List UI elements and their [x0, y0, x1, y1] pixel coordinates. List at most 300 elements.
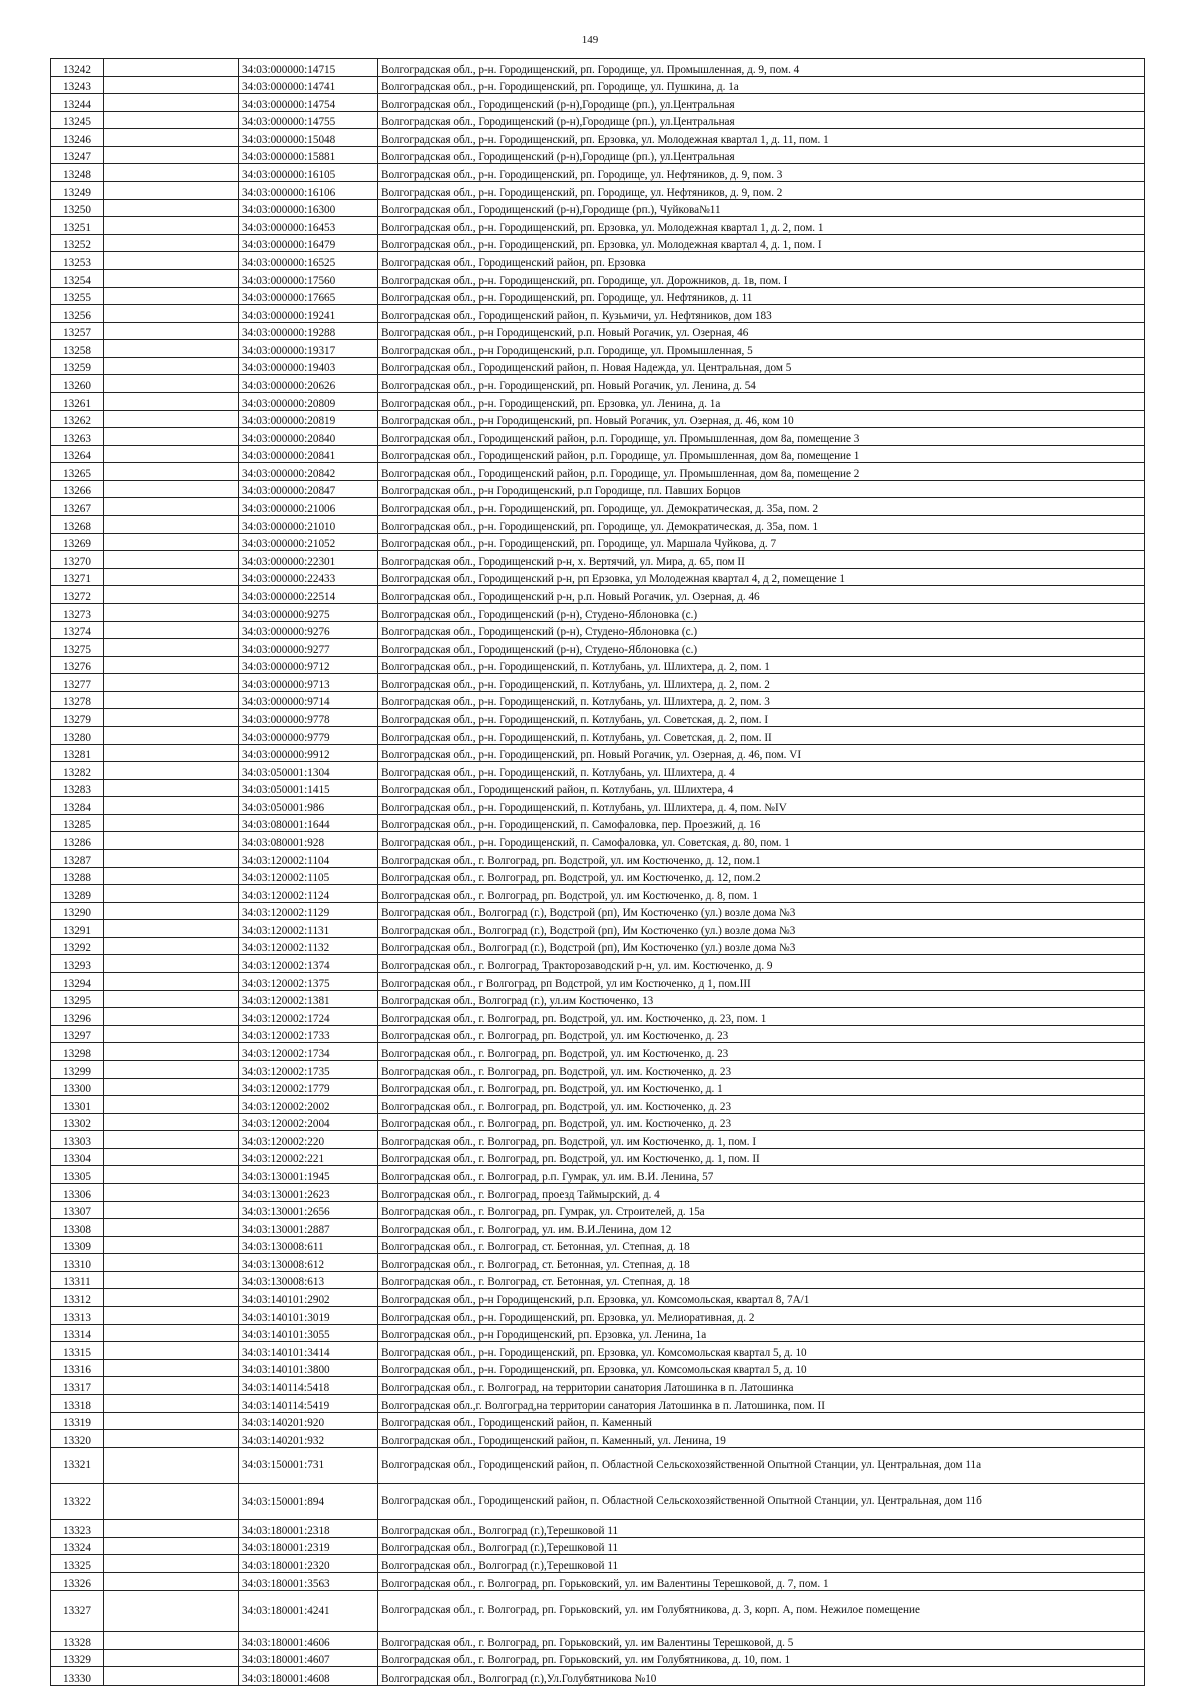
- row-number: 13247: [51, 146, 104, 164]
- address: Волгоградская обл., г. Волгоград, рп. Водстрой, ул. им Костюченко, д. 8, пом. 1: [378, 885, 1145, 903]
- empty-cell: [104, 1342, 239, 1360]
- row-number: 13277: [51, 674, 104, 692]
- row-number: 13257: [51, 322, 104, 340]
- table-row: [51, 1632, 1145, 1650]
- row-number: 13302: [51, 1113, 104, 1131]
- address: Волгоградская обл., г. Волгоград, проезд Таймырский, д. 4: [378, 1184, 1145, 1202]
- row-number: 13320: [51, 1430, 104, 1448]
- cadastral-number: 34:03:000000:22301: [239, 551, 378, 569]
- table-row: [51, 1572, 1145, 1590]
- address: Волгоградская обл., р-н Городищенский, р.п. Новый Рогачик, ул. Озерная, 46: [378, 322, 1145, 340]
- empty-cell: [104, 305, 239, 323]
- empty-cell: [104, 568, 239, 586]
- cadastral-number: 34:03:130001:1945: [239, 1166, 378, 1184]
- address: Волгоградская обл., р-н. Городищенский, рп. Городище, ул. Пушкина, д. 1а: [378, 76, 1145, 94]
- address: Волгоградская обл., Городищенский район, п. Областной Сельскохозяйственной Опытной Станции, ул. Центральная, дом 11б: [378, 1483, 1145, 1519]
- table-row: [51, 955, 1145, 973]
- address: Волгоградская обл., р-н. Городищенский, рп. Ерзовка, ул. Ленина, д. 1а: [378, 392, 1145, 410]
- address: Волгоградская обл., Городищенский район, п. Кузьмичи, ул. Нефтяников, дом 183: [378, 305, 1145, 323]
- empty-cell: [104, 1537, 239, 1555]
- empty-cell: [104, 973, 239, 991]
- row-number: 13323: [51, 1520, 104, 1538]
- cadastral-number: 34:03:120002:221: [239, 1148, 378, 1166]
- cadastral-number: 34:03:000000:20842: [239, 463, 378, 481]
- row-number: 13273: [51, 603, 104, 621]
- row-number: 13285: [51, 814, 104, 832]
- cadastral-number: 34:03:140101:3800: [239, 1359, 378, 1377]
- address: Волгоградская обл., р-н Городищенский, р.п. Ерзовка, ул. Комсомольская, квартал 8, 7А/1: [378, 1289, 1145, 1307]
- table-row: [51, 990, 1145, 1008]
- table-row: [51, 973, 1145, 991]
- row-number: 13266: [51, 480, 104, 498]
- cadastral-number: 34:03:000000:17560: [239, 269, 378, 287]
- cadastral-number: 34:03:050001:1415: [239, 779, 378, 797]
- address: Волгоградская обл., г. Волгоград, рп. Горьковский, ул. им Валентины Терешковой, д. 5: [378, 1632, 1145, 1650]
- cadastral-number: 34:03:000000:22514: [239, 586, 378, 604]
- cadastral-number: 34:03:130001:2656: [239, 1201, 378, 1219]
- table-row: [51, 902, 1145, 920]
- row-number: 13289: [51, 885, 104, 903]
- address: Волгоградская обл., р-н. Городищенский, п. Котлубань, ул. Шлихтера, д. 2, пом. 3: [378, 691, 1145, 709]
- row-number: 13253: [51, 252, 104, 270]
- empty-cell: [104, 762, 239, 780]
- address: Волгоградская обл., р-н. Городищенский, рп. Городище, ул. Нефтяников, д. 9, пом. 3: [378, 164, 1145, 182]
- table-row: [51, 1377, 1145, 1395]
- empty-cell: [104, 1394, 239, 1412]
- cadastral-number: 34:03:180001:2318: [239, 1520, 378, 1538]
- empty-cell: [104, 1236, 239, 1254]
- table-row: [51, 1324, 1145, 1342]
- cadastral-number: 34:03:000000:22433: [239, 568, 378, 586]
- row-number: 13271: [51, 568, 104, 586]
- table-row: [51, 111, 1145, 129]
- row-number: 13326: [51, 1572, 104, 1590]
- empty-cell: [104, 1148, 239, 1166]
- address: Волгоградская обл., г. Волгоград, рп. Водстрой, ул. им. Костюченко, д. 23: [378, 1113, 1145, 1131]
- cadastral-number: 34:03:180001:2320: [239, 1555, 378, 1573]
- empty-cell: [104, 902, 239, 920]
- cadastral-number: 34:03:080001:1644: [239, 814, 378, 832]
- address: Волгоградская обл., г Волгоград, рп Водстрой, ул им Костюченко, д 1, пом.III: [378, 973, 1145, 991]
- cadastral-number: 34:03:000000:16300: [239, 199, 378, 217]
- empty-cell: [104, 1008, 239, 1026]
- empty-cell: [104, 1649, 239, 1667]
- cadastral-number: 34:03:000000:9714: [239, 691, 378, 709]
- table-row: [51, 164, 1145, 182]
- table-row: [51, 1359, 1145, 1377]
- cadastral-number: 34:03:180001:4608: [239, 1667, 378, 1686]
- cadastral-number: 34:03:000000:21052: [239, 533, 378, 551]
- row-number: 13262: [51, 410, 104, 428]
- table-row: [51, 357, 1145, 375]
- cadastral-number: 34:03:000000:15048: [239, 129, 378, 147]
- cadastral-number: 34:03:120002:1129: [239, 902, 378, 920]
- address: Волгоградская обл., Волгоград (г.),Терешковой 11: [378, 1520, 1145, 1538]
- cadastral-number: 34:03:000000:21010: [239, 516, 378, 534]
- empty-cell: [104, 252, 239, 270]
- cadastral-number: 34:03:130008:611: [239, 1236, 378, 1254]
- row-number: 13306: [51, 1184, 104, 1202]
- table-row: [51, 1078, 1145, 1096]
- table-row: [51, 762, 1145, 780]
- empty-cell: [104, 867, 239, 885]
- cadastral-number: 34:03:130008:613: [239, 1271, 378, 1289]
- table-row: [51, 1096, 1145, 1114]
- row-number: 13296: [51, 1008, 104, 1026]
- row-number: 13276: [51, 656, 104, 674]
- empty-cell: [104, 691, 239, 709]
- cadastral-number: 34:03:000000:20841: [239, 445, 378, 463]
- cadastral-number: 34:03:140114:5419: [239, 1394, 378, 1412]
- table-row: [51, 1520, 1145, 1538]
- cadastral-number: 34:03:050001:1304: [239, 762, 378, 780]
- address: Волгоградская обл., г. Волгоград, рп. Водстрой, ул. им. Костюченко, д. 23: [378, 1096, 1145, 1114]
- row-number: 13312: [51, 1289, 104, 1307]
- table-row: [51, 797, 1145, 815]
- table-row: [51, 674, 1145, 692]
- table-row: [51, 814, 1145, 832]
- table-row: [51, 1043, 1145, 1061]
- row-number: 13243: [51, 76, 104, 94]
- row-number: 13279: [51, 709, 104, 727]
- row-number: 13318: [51, 1394, 104, 1412]
- cadastral-number: 34:03:000000:9275: [239, 603, 378, 621]
- empty-cell: [104, 375, 239, 393]
- cadastral-number: 34:03:120002:1105: [239, 867, 378, 885]
- address: Волгоградская обл., Городищенский район, п. Котлубань, ул. Шлихтера, 4: [378, 779, 1145, 797]
- cadastral-number: 34:03:080001:928: [239, 832, 378, 850]
- empty-cell: [104, 885, 239, 903]
- table-row: [51, 1590, 1145, 1632]
- address: Волгоградская обл., Городищенский р-н, р.п. Новый Рогачик, ул. Озерная, д. 46: [378, 586, 1145, 604]
- address: Волгоградская обл., р-н Городищенский, р.п Городище, пл. Павших Борцов: [378, 480, 1145, 498]
- row-number: 13299: [51, 1060, 104, 1078]
- table-row: [51, 1447, 1145, 1483]
- row-number: 13327: [51, 1590, 104, 1632]
- table-row: [51, 920, 1145, 938]
- address: Волгоградская обл., г. Волгоград, рп. Водстрой, ул. им Костюченко, д. 12, пом.1: [378, 850, 1145, 868]
- table-row: [51, 937, 1145, 955]
- empty-cell: [104, 340, 239, 358]
- empty-cell: [104, 1377, 239, 1395]
- cadastral-number: 34:03:140101:2902: [239, 1289, 378, 1307]
- address: Волгоградская обл., Городищенский район, р.п. Городище, ул. Промышленная, дом 8а, помещение 3: [378, 428, 1145, 446]
- cadastral-number: 34:03:000000:16105: [239, 164, 378, 182]
- row-number: 13315: [51, 1342, 104, 1360]
- address: Волгоградская обл., р-н. Городищенский, рп. Ерзовка, ул. Молодежная квартал 1, д. 2, пом. 1: [378, 217, 1145, 235]
- table-row: [51, 1307, 1145, 1325]
- row-number: 13286: [51, 832, 104, 850]
- empty-cell: [104, 1078, 239, 1096]
- address: Волгоградская обл., г. Волгоград, рп. Горьковский, ул. им Валентины Терешковой, д. 7, пом. 1: [378, 1572, 1145, 1590]
- empty-cell: [104, 726, 239, 744]
- cadastral-number: 34:03:140201:920: [239, 1412, 378, 1430]
- row-number: 13249: [51, 182, 104, 200]
- table-row: [51, 269, 1145, 287]
- table-row: [51, 1148, 1145, 1166]
- address: Волгоградская обл., р-н Городищенский, рп. Новый Рогачик, ул. Озерная, д. 46, ком 10: [378, 410, 1145, 428]
- address: Волгоградская обл., р-н. Городищенский, рп. Городище, ул. Дорожников, д. 1в, пом. I: [378, 269, 1145, 287]
- address: Волгоградская обл., р-н. Городищенский, п. Котлубань, ул. Советская, д. 2, пом. II: [378, 726, 1145, 744]
- cadastral-number: 34:03:140101:3019: [239, 1307, 378, 1325]
- address: Волгоградская обл., Городищенский р-н, рп Ерзовка, ул Молодежная квартал 4, д 2, помещение 1: [378, 568, 1145, 586]
- row-number: 13304: [51, 1148, 104, 1166]
- cadastral-number: 34:03:120002:1375: [239, 973, 378, 991]
- cadastral-number: 34:03:120002:1724: [239, 1008, 378, 1026]
- table-row: [51, 709, 1145, 727]
- cadastral-number: 34:03:000000:9912: [239, 744, 378, 762]
- empty-cell: [104, 1271, 239, 1289]
- cadastral-number: 34:03:000000:16106: [239, 182, 378, 200]
- address: Волгоградская обл., Городищенский район, п. Областной Сельскохозяйственной Опытной Станции, ул. Центральная, дом 11а: [378, 1447, 1145, 1483]
- table-row: [51, 375, 1145, 393]
- row-number: 13330: [51, 1667, 104, 1686]
- cadastral-number: 34:03:120002:220: [239, 1131, 378, 1149]
- empty-cell: [104, 94, 239, 112]
- row-number: 13283: [51, 779, 104, 797]
- table-row: [51, 445, 1145, 463]
- row-number: 13287: [51, 850, 104, 868]
- cadastral-number: 34:03:120002:1131: [239, 920, 378, 938]
- cadastral-number: 34:03:120002:1374: [239, 955, 378, 973]
- address: Волгоградская обл., р-н. Городищенский, рп. Городище, ул. Маршала Чуйкова, д. 7: [378, 533, 1145, 551]
- row-number: 13325: [51, 1555, 104, 1573]
- cadastral-number: 34:03:120002:1124: [239, 885, 378, 903]
- address: Волгоградская обл., Городищенский р-н, х. Вертячий, ул. Мира, д. 65, пом II: [378, 551, 1145, 569]
- table-row: [51, 146, 1145, 164]
- address: Волгоградская обл., Городищенский (р-н), Студено-Яблоновка (с.): [378, 603, 1145, 621]
- registry-body: [51, 59, 1145, 1686]
- table-row: [51, 94, 1145, 112]
- table-row: [51, 234, 1145, 252]
- table-row: [51, 305, 1145, 323]
- registry-table: [50, 58, 1145, 1686]
- table-row: [51, 1113, 1145, 1131]
- cadastral-number: 34:03:120002:1735: [239, 1060, 378, 1078]
- empty-cell: [104, 1043, 239, 1061]
- cadastral-number: 34:03:000000:14755: [239, 111, 378, 129]
- row-number: 13301: [51, 1096, 104, 1114]
- address: Волгоградская обл., г. Волгоград, ул. им. В.И.Ленина, дом 12: [378, 1219, 1145, 1237]
- empty-cell: [104, 1483, 239, 1519]
- address: Волгоградская обл., г. Волгоград, рп. Водстрой, ул. им. Костюченко, д. 23, пом. 1: [378, 1008, 1145, 1026]
- empty-cell: [104, 164, 239, 182]
- table-row: [51, 1342, 1145, 1360]
- table-row: [51, 691, 1145, 709]
- row-number: 13329: [51, 1649, 104, 1667]
- cadastral-number: 34:03:180001:3563: [239, 1572, 378, 1590]
- empty-cell: [104, 814, 239, 832]
- empty-cell: [104, 392, 239, 410]
- cadastral-number: 34:03:000000:19241: [239, 305, 378, 323]
- table-row: [51, 480, 1145, 498]
- address: Волгоградская обл., Городищенский район, п. Каменный: [378, 1412, 1145, 1430]
- address: Волгоградская обл., г. Волгоград, рп. Водстрой, ул. им Костюченко, д. 12, пом.2: [378, 867, 1145, 885]
- empty-cell: [104, 797, 239, 815]
- row-number: 13290: [51, 902, 104, 920]
- row-number: 13310: [51, 1254, 104, 1272]
- table-row: [51, 199, 1145, 217]
- empty-cell: [104, 586, 239, 604]
- address: Волгоградская обл., р-н. Городищенский, п. Котлубань, ул. Шлихтера, д. 2, пом. 2: [378, 674, 1145, 692]
- address: Волгоградская обл., г. Волгоград, рп. Водстрой, ул. им Костюченко, д. 23: [378, 1025, 1145, 1043]
- empty-cell: [104, 1184, 239, 1202]
- address: Волгоградская обл., Городищенский (р-н),Городище (рп.), ул.Центральная: [378, 111, 1145, 129]
- cadastral-number: 34:03:000000:19288: [239, 322, 378, 340]
- address: Волгоградская обл., р-н Городищенский, рп. Ерзовка, ул. Ленина, 1а: [378, 1324, 1145, 1342]
- empty-cell: [104, 428, 239, 446]
- cadastral-number: 34:03:180001:4607: [239, 1649, 378, 1667]
- table-row: [51, 832, 1145, 850]
- empty-cell: [104, 516, 239, 534]
- address: Волгоградская обл., Волгоград (г.), Водстрой (рп), Им Костюченко (ул.) возле дома №3: [378, 902, 1145, 920]
- empty-cell: [104, 357, 239, 375]
- table-row: [51, 1412, 1145, 1430]
- cadastral-number: 34:03:180001:2319: [239, 1537, 378, 1555]
- empty-cell: [104, 709, 239, 727]
- empty-cell: [104, 463, 239, 481]
- table-row: [51, 779, 1145, 797]
- address: Волгоградская обл., г. Волгоград, на территории санатория Латошинка в п. Латошинка: [378, 1377, 1145, 1395]
- row-number: 13280: [51, 726, 104, 744]
- cadastral-number: 34:03:000000:9778: [239, 709, 378, 727]
- address: Волгоградская обл., Городищенский район, п. Новая Надежда, ул. Центральная, дом 5: [378, 357, 1145, 375]
- empty-cell: [104, 199, 239, 217]
- cadastral-number: 34:03:000000:9277: [239, 639, 378, 657]
- row-number: 13263: [51, 428, 104, 446]
- address: Волгоградская обл., Городищенский (р-н),Городище (рп.), ул.Центральная: [378, 146, 1145, 164]
- table-row: [51, 1667, 1145, 1686]
- row-number: 13303: [51, 1131, 104, 1149]
- address: Волгоградская обл., г. Волгоград, рп. Гумрак, ул. Строителей, д. 15а: [378, 1201, 1145, 1219]
- address: Волгоградская обл., Волгоград (г.), ул.им Костюченко, 13: [378, 990, 1145, 1008]
- table-row: [51, 1394, 1145, 1412]
- empty-cell: [104, 1201, 239, 1219]
- row-number: 13274: [51, 621, 104, 639]
- row-number: 13324: [51, 1537, 104, 1555]
- empty-cell: [104, 603, 239, 621]
- row-number: 13309: [51, 1236, 104, 1254]
- cadastral-number: 34:03:000000:16479: [239, 234, 378, 252]
- table-row: [51, 867, 1145, 885]
- row-number: 13292: [51, 937, 104, 955]
- table-row: [51, 1201, 1145, 1219]
- cadastral-number: 34:03:150001:894: [239, 1483, 378, 1519]
- empty-cell: [104, 1632, 239, 1650]
- table-row: [51, 603, 1145, 621]
- row-number: 13248: [51, 164, 104, 182]
- address: Волгоградская обл.,г. Волгоград,на территории санатория Латошинка в п. Латошинка, пом. II: [378, 1394, 1145, 1412]
- row-number: 13319: [51, 1412, 104, 1430]
- row-number: 13251: [51, 217, 104, 235]
- table-row: [51, 287, 1145, 305]
- address: Волгоградская обл., р-н. Городищенский, п. Котлубань, ул. Советская, д. 2, пом. I: [378, 709, 1145, 727]
- cadastral-number: 34:03:150001:731: [239, 1447, 378, 1483]
- table-row: [51, 1483, 1145, 1519]
- empty-cell: [104, 779, 239, 797]
- row-number: 13305: [51, 1166, 104, 1184]
- row-number: 13272: [51, 586, 104, 604]
- address: Волгоградская обл., р-н Городищенский, р.п. Городище, ул. Промышленная, 5: [378, 340, 1145, 358]
- address: Волгоградская обл., Городищенский район, п. Каменный, ул. Ленина, 19: [378, 1430, 1145, 1448]
- cadastral-number: 34:03:130001:2623: [239, 1184, 378, 1202]
- address: Волгоградская обл., Городищенский район, рп. Ерзовка: [378, 252, 1145, 270]
- empty-cell: [104, 1254, 239, 1272]
- address: Волгоградская обл., г. Волгоград, рп. Горьковский, ул. им Голубятникова, д. 10, пом. 1: [378, 1649, 1145, 1667]
- cadastral-number: 34:03:120002:1104: [239, 850, 378, 868]
- empty-cell: [104, 1572, 239, 1590]
- empty-cell: [104, 1430, 239, 1448]
- empty-cell: [104, 621, 239, 639]
- cadastral-number: 34:03:120002:2004: [239, 1113, 378, 1131]
- row-number: 13284: [51, 797, 104, 815]
- address: Волгоградская обл., г. Волгоград, р.п. Гумрак, ул. им. В.И. Ленина, 57: [378, 1166, 1145, 1184]
- address: Волгоградская обл., г. Волгоград, рп. Горьковский, ул. им Голубятникова, д. 3, корп. А, пом. Нежилое помещение: [378, 1590, 1145, 1632]
- address: Волгоградская обл., р-н. Городищенский, п. Котлубань, ул. Шлихтера, д. 4, пом. №IV: [378, 797, 1145, 815]
- address: Волгоградская обл., Городищенский (р-н), Студено-Яблоновка (с.): [378, 621, 1145, 639]
- empty-cell: [104, 445, 239, 463]
- cadastral-number: 34:03:120002:1779: [239, 1078, 378, 1096]
- address: Волгоградская обл., г. Волгоград, рп. Водстрой, ул. им Костюченко, д. 23: [378, 1043, 1145, 1061]
- row-number: 13261: [51, 392, 104, 410]
- table-row: [51, 1430, 1145, 1448]
- empty-cell: [104, 1555, 239, 1573]
- empty-cell: [104, 1447, 239, 1483]
- empty-cell: [104, 1307, 239, 1325]
- table-row: [51, 252, 1145, 270]
- empty-cell: [104, 182, 239, 200]
- empty-cell: [104, 111, 239, 129]
- empty-cell: [104, 129, 239, 147]
- table-row: [51, 1254, 1145, 1272]
- address: Волгоградская обл., р-н. Городищенский, рп. Ерзовка, ул. Молодежная квартал 1, д. 11, пом. 1: [378, 129, 1145, 147]
- empty-cell: [104, 59, 239, 77]
- cadastral-number: 34:03:000000:21006: [239, 498, 378, 516]
- empty-cell: [104, 480, 239, 498]
- address: Волгоградская обл., р-н. Городищенский, рп. Новый Рогачик, ул. Озерная, д. 46, пом. VI: [378, 744, 1145, 762]
- table-row: [51, 586, 1145, 604]
- table-row: [51, 76, 1145, 94]
- row-number: 13293: [51, 955, 104, 973]
- empty-cell: [104, 269, 239, 287]
- table-row: [51, 656, 1145, 674]
- row-number: 13322: [51, 1483, 104, 1519]
- table-row: [51, 340, 1145, 358]
- row-number: 13244: [51, 94, 104, 112]
- row-number: 13297: [51, 1025, 104, 1043]
- table-row: [51, 621, 1145, 639]
- address: Волгоградская обл., р-н. Городищенский, рп. Ерзовка, ул. Комсомольская квартал 5, д. 10: [378, 1359, 1145, 1377]
- empty-cell: [104, 1359, 239, 1377]
- empty-cell: [104, 744, 239, 762]
- cadastral-number: 34:03:000000:9276: [239, 621, 378, 639]
- address: Волгоградская обл., р-н. Городищенский, рп. Ерзовка, ул. Молодежная квартал 4, д. 1, пом. I: [378, 234, 1145, 252]
- table-row: [51, 428, 1145, 446]
- address: Волгоградская обл., Волгоград (г.),Ул.Голубятникова №10: [378, 1667, 1145, 1686]
- table-row: [51, 1166, 1145, 1184]
- row-number: 13250: [51, 199, 104, 217]
- row-number: 13307: [51, 1201, 104, 1219]
- empty-cell: [104, 1590, 239, 1632]
- empty-cell: [104, 1520, 239, 1538]
- cadastral-number: 34:03:000000:20819: [239, 410, 378, 428]
- table-row: [51, 1649, 1145, 1667]
- empty-cell: [104, 1219, 239, 1237]
- address: Волгоградская обл., г. Волгоград, рп. Водстрой, ул. им. Костюченко, д. 23: [378, 1060, 1145, 1078]
- table-row: [51, 1060, 1145, 1078]
- cadastral-number: 34:03:180001:4241: [239, 1590, 378, 1632]
- empty-cell: [104, 674, 239, 692]
